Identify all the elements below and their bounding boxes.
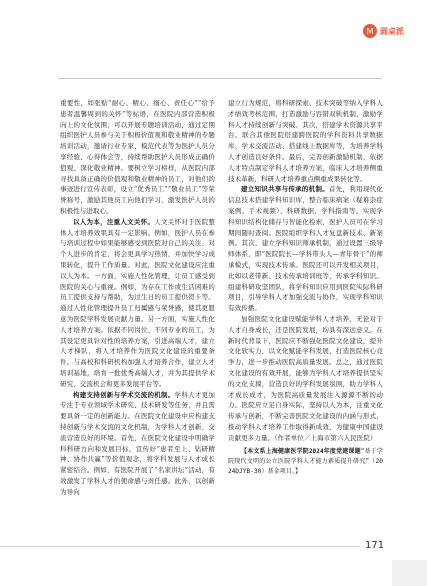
badge-icon: M — [363, 24, 377, 38]
paragraph: 重要性，如张贴“耐心、精心、细心、责任心”“给予患者温馨周到的关怀”等标语，在医院内部营造积极向上的文化氛围；可以开展专题培训活动，通过定期组织医护人员参与关于积极价值观和敬业精神的专题培训活动，邀请行业专家、模范代表等为医护人员分享经验、心得体会等，持续帮助医护人员形成正确价值观、深化敬业精神。要树立学习榜样，从医院内部寻找具备正确的价值观和敬业精神的员工，对他们的事迹进行宣传表彰，设立“优秀员工”“敬业员工”等荣誉称号，激励其他员工向他们学习，激发医护人员的积极性与进取心。 — [60, 99, 215, 215]
left-column — [60, 98, 215, 497]
right-column — [228, 98, 383, 477]
paragraph: 构建支持创新与学术交流的机制。学科人才更加专注于专业领域学术研究、技术研发等任务，并且需要具备一定的创新能力。在医院文化建设中应构建支持创新与学术交流的文化机制，为学科人才创新、交流营造良好的环境。首先，在医院文化建设中明确学科科研方向和发展目标，宣传好“患者至上、钻研精神、协作共赢”等价值观念，将学科发展与人才成长紧密结合。例如，有医院开展了“名家讲坛”活动，有效激发了学科人才的使命感与责任感。此外，以创新为导向 — [60, 390, 215, 496]
paragraph: 建立行为规范，将科研探索、技术突破等纳入学科人才绩效考核范围，打造激励与容错双轨机制，激励学科人才持续创新与突破。其次，搭建学术资源共享平台。联合其他医院搭建跨医院的学科资料共享数据库、学术交流活动、搭建线上数据库等，为培养学科人才创造良好条件。最后，完善创新激励机制，依据人才特点制定学科人才培养方案，临床人才培养侧重技术革新，科研人才培养重点侧重成果转化等。 — [228, 99, 383, 183]
badge-label: 圆桌派 — [380, 26, 404, 36]
page-number: 171 — [365, 540, 385, 551]
paragraph-heading: 建立知识共享与传承的机制。 — [241, 185, 329, 194]
footnote: 【本文系上海健康医学院2024年度党建课题“基于学院现代文明的公立医院学科人才能力素质提升研究”（2024DJYB-30）基金项目。】 — [228, 447, 383, 475]
header-rule — [58, 78, 382, 79]
footer-rule — [0, 546, 360, 547]
paragraph: 建立知识共享与传承的机制。首先，利用现代化信息技术搭建学科知识库，整合临床病案（疑难杂症案例、手术视频）、科研数据、学科指南等。实现学科知识结构化储存与智能化检索，医护人员可在学习期间随时查阅。医院组织学科人才复盘新技术、新案例。其次，建立学科知识师承机制，通过设置三级导师体系，即“医院院长—学科带头人—青年骨干”的师承模式，实现技术传承。医院还可以开发相关项目，比如以老带新、技术传承培训班等，传承学科知识。组建科研攻坚团队，将学科知识应用到医院实际科研项目，引导学科人才加强交流与协作，实现学科知识有效传播。 — [228, 185, 383, 313]
section-badge — [363, 24, 404, 38]
page-number-tab — [392, 560, 427, 586]
paragraph: 以人为本，注重人文关怀。人文关怀对于医院整体人才培养效果具有一定影响。例如，医护人员在参与培训过程中如果能够感受到医院对自己的关注、对个人进步的肯定，将会更具学习热情，并加快学习成果转化，提升工作质量。对此，医院文化建设应注重以人为本。一方面，实施人性化管理，让员工感受到医院的关心与重视。例如，为存在工作或生活困难的员工提供支持与帮助，为过生日的员工提供贺卡等。通过人性化管理提升员工归属感与荣誉感，使其更愿意为医院学科发展贡献力量。另一方面，实施人性化人才培养方案。依据不同岗位、不同专业的员工，为其设定更具针对性的培养方案，引进高端人才，建立人才梯队，将人才培养作为医院文化建设的重要条件。与高校和科研机构加强人才培养合作，建立人才培训基地，培育一批优秀高端人才，并为其提供学术研究、交流机会和更多发展平台等。 — [60, 217, 215, 388]
paragraph-heading: 构建支持创新与学术交流的机制。 — [73, 390, 175, 399]
paragraph-heading: 以人为本，注重人文关怀。 — [73, 217, 155, 226]
paragraph: 加强医院文化建设赋能学科人才培养，无论对于人才自身成长，还是医院发展，均具有深远意义。在新时代背景下，医院应不断强化医院文化建设，提升文化软实力，以文化赋能学科发展、打造医院核心竞争力，进一步推动医院高质量发展。总之，通过医院文化建设的有效开展，能够为学科人才培养提供坚实的文化支撑，营造良好的学科发展氛围，助力学科人才成长成才，为医院高质量发展注入源源不断的动力。医院应立足自身实际，坚持以人为本，注重文化传承与创新，不断完善医院文化建设的内涵与形式，推动学科人才培养工作取得新成效，为健康中国建设贡献更多力量。（作者单位／上海市第六人民医院） — [228, 314, 383, 442]
